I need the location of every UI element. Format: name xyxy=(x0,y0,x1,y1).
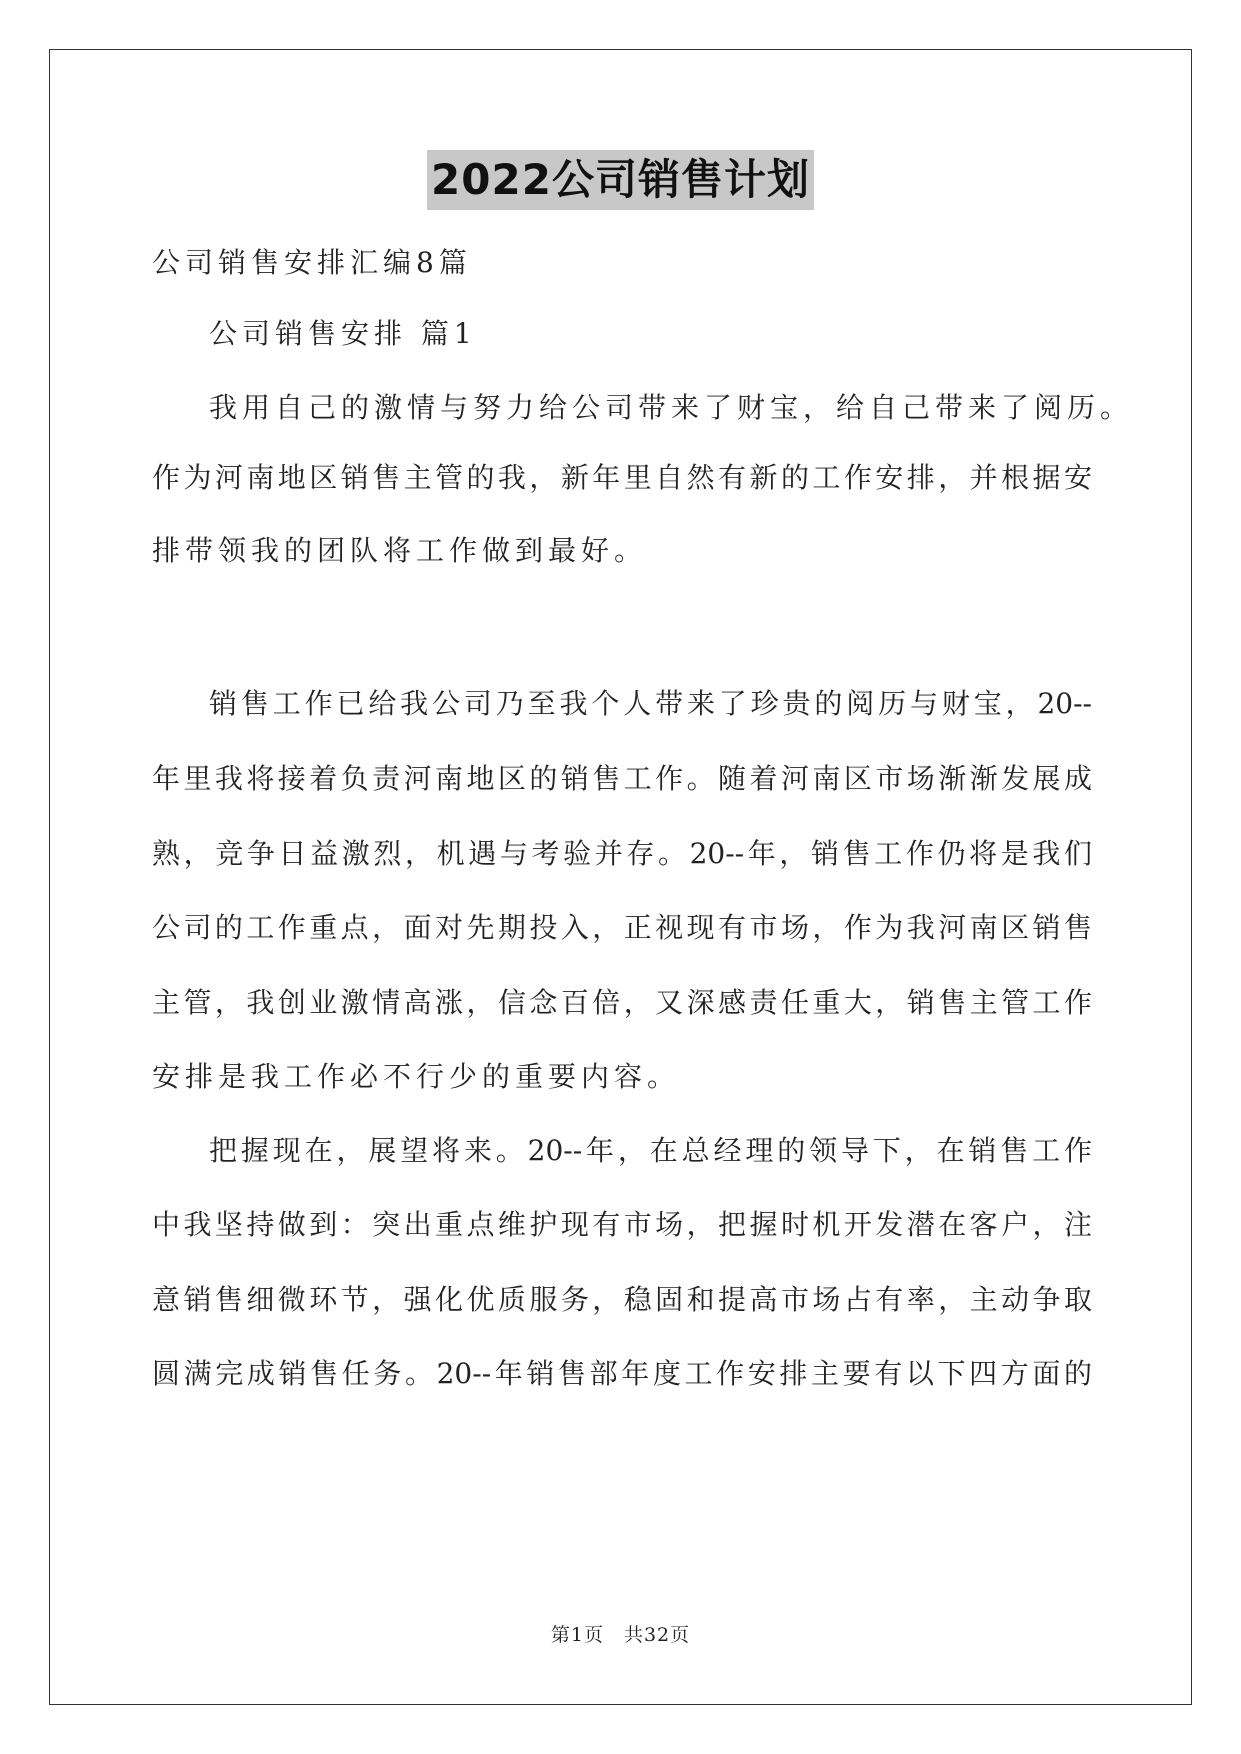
paragraph-line: 熟，竞争日益激烈，机遇与考验并存。20--年，销售工作仍将是我们 xyxy=(152,837,1092,870)
paragraph-line: 中我坚持做到：突出重点维护现有市场，把握时机开发潜在客户，注 xyxy=(152,1208,1092,1241)
page-border xyxy=(49,49,1192,1705)
paragraph-line: 公司的工作重点，面对先期投入，正视现有市场，作为我河南区销售 xyxy=(152,911,1092,944)
paragraph-line: 作为河南地区销售主管的我，新年里自然有新的工作安排，并根据安 xyxy=(152,461,1092,494)
paragraph-line: 年里我将接着负责河南地区的销售工作。随着河南区市场渐渐发展成 xyxy=(152,762,1092,795)
paragraph-line: 排带领我的团队将工作做到最好。 xyxy=(152,534,648,567)
section-heading: 公司销售安排 篇1 xyxy=(209,317,477,350)
title-container xyxy=(0,150,1241,210)
page-footer: 第1页 共32页 xyxy=(550,1624,691,1646)
paragraph-line: 我用自己的激情与努力给公司带来了财宝，给自己带来了阅历。 xyxy=(209,391,1134,424)
paragraph-line: 把握现在，展望将来。20--年，在总经理的领导下，在销售工作 xyxy=(209,1134,1092,1167)
paragraph-line: 销售工作已给我公司乃至我个人带来了珍贵的阅历与财宝，20-- xyxy=(209,687,1092,720)
paragraph-line: 圆满完成销售任务。20--年销售部年度工作安排主要有以下四方面的 xyxy=(152,1357,1092,1390)
subtitle: 公司销售安排汇编8篇 xyxy=(152,246,472,279)
paragraph-line: 主管，我创业激情高涨，信念百倍，又深感责任重大，销售主管工作 xyxy=(152,986,1092,1019)
document-title: 2022公司销售计划 xyxy=(427,150,814,210)
paragraph-line: 安排是我工作必不行少的重要内容。 xyxy=(152,1060,681,1093)
paragraph-line: 意销售细微环节，强化优质服务，稳固和提高市场占有率，主动争取 xyxy=(152,1283,1092,1316)
